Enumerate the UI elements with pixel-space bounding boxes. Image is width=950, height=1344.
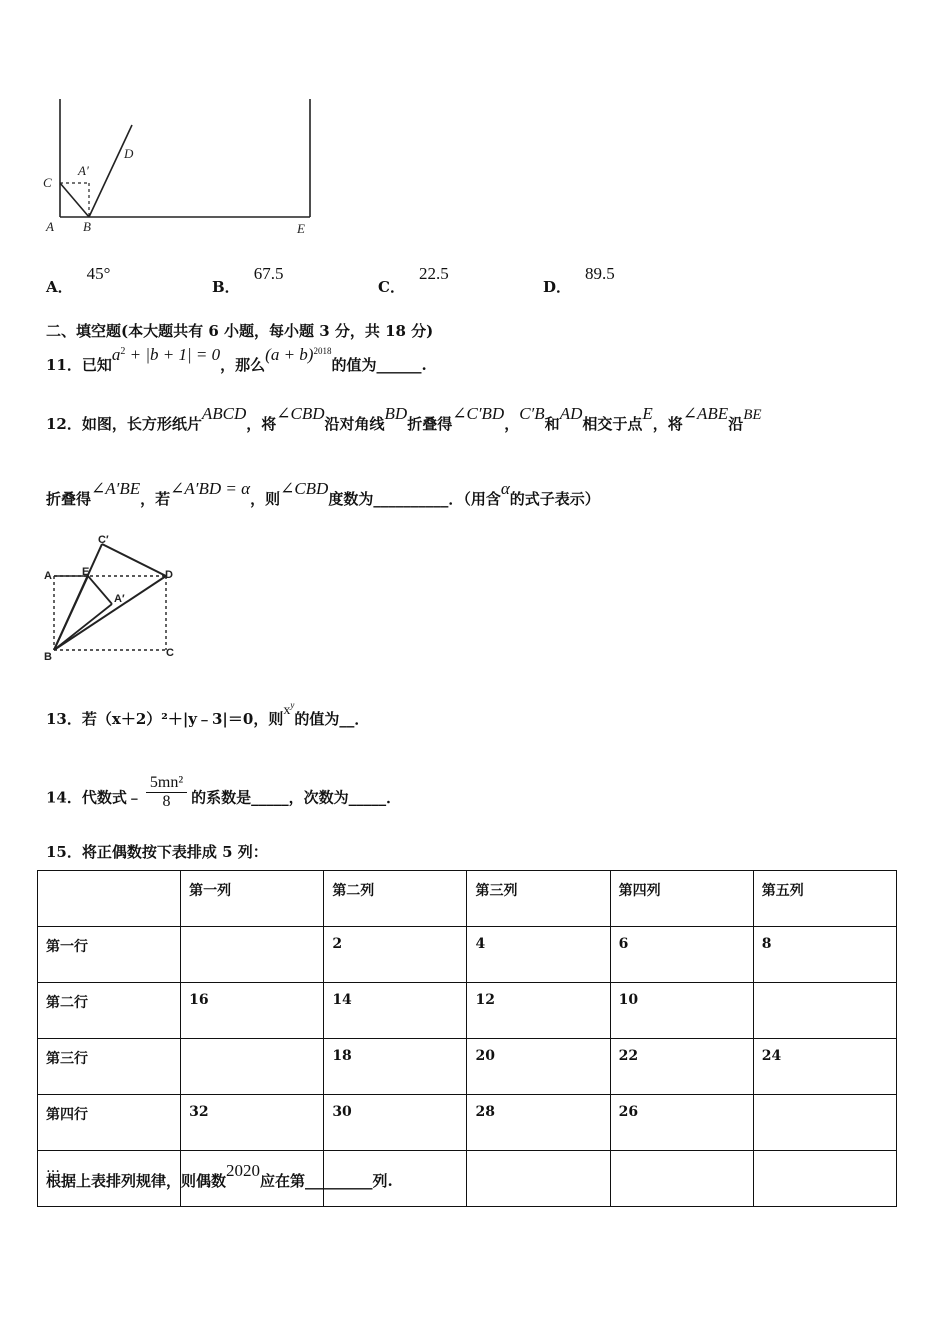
q14-denominator: 8 (162, 793, 171, 810)
table-row (38, 983, 897, 1039)
option-c[interactable] (378, 263, 449, 296)
question-12-line2 (46, 479, 600, 509)
table-cell: … (38, 1151, 181, 1207)
even-number-table (37, 870, 897, 1207)
question-11 (46, 345, 427, 375)
q13-text: 13．若（x＋2）²＋|y﹣3|＝0，则 (46, 710, 284, 728)
table-cell (181, 927, 324, 983)
table-cell (467, 1151, 610, 1207)
table-header-cell (38, 871, 181, 927)
q12-math: ∠C′BD (452, 404, 505, 423)
table-row (38, 927, 897, 983)
q15-end-prefix: 根据上表排列规律，则偶数 (46, 1172, 227, 1190)
option-b-value: 67.5 (253, 264, 284, 283)
q12-part: ，将 (652, 415, 683, 433)
option-c-value: 22.5 (418, 264, 449, 283)
q12-part: ， (504, 415, 520, 433)
q14-fraction (146, 774, 187, 811)
table-cell: 24 (753, 1039, 896, 1095)
q12-part: 折叠得 (407, 415, 453, 433)
q12-part: 的式子表示） (509, 490, 600, 508)
q12-part: 相交于点 (582, 415, 643, 433)
q11-eq2-exp: 2018 (313, 346, 332, 356)
option-d-label: D． (543, 278, 572, 296)
option-b[interactable] (212, 263, 284, 296)
fig2-label-e: E (82, 566, 90, 578)
q11-eq1-exp: 2 (120, 346, 126, 357)
q12-math: BE (743, 407, 762, 423)
q12-math: ∠CBD (276, 404, 325, 423)
table-cell: 第四行 (38, 1095, 181, 1151)
table-cell: 26 (610, 1095, 753, 1151)
fig2-label-a: A (44, 570, 52, 582)
q12-math: ∠A′BE (91, 479, 141, 498)
table-cell: 20 (467, 1039, 610, 1095)
q12-math: ∠CBD (280, 479, 329, 498)
fig2-label-d: D (165, 569, 173, 581)
q12-math: BD (384, 404, 408, 423)
option-d[interactable] (543, 263, 615, 296)
fig1-label-a-prime: A′ (78, 163, 89, 178)
q12-part: 沿对角线 (324, 415, 385, 433)
q12-part: 沿 (728, 415, 744, 433)
q11-prefix: 11．已知 (46, 356, 112, 374)
table-cell (753, 983, 896, 1039)
table-cell: 6 (610, 927, 753, 983)
q12-math: E (642, 404, 653, 423)
q12-math: ∠A′BD = α (170, 479, 251, 498)
figure-fold-rectangle (40, 95, 320, 245)
q12-part: ，若 (140, 490, 171, 508)
q12-math: C′B (519, 404, 545, 423)
q15-end-number: 2020 (226, 1161, 261, 1180)
table-cell (181, 1039, 324, 1095)
question-14 (46, 774, 402, 817)
option-c-label: C． (378, 278, 405, 296)
q14-prefix: 14．代数式﹣ (46, 788, 142, 807)
table-cell: 14 (324, 983, 467, 1039)
option-a[interactable] (46, 263, 111, 296)
q12-part: ，则 (250, 490, 281, 508)
fig1-label-e: E (297, 221, 305, 236)
table-cell: 8 (753, 927, 896, 983)
q11-eq1-rest: + |b + 1| = 0 (125, 345, 221, 364)
q12-math: α (500, 479, 510, 498)
option-a-label: A． (46, 278, 73, 296)
table-cell: 10 (610, 983, 753, 1039)
q12-part: 12．如图，长方形纸片 (46, 415, 202, 433)
table-header-cell: 第三列 (467, 871, 610, 927)
table-header-cell: 第二列 (324, 871, 467, 927)
figure-fold-abcd (40, 532, 200, 667)
fig1-label-a: A (46, 219, 54, 234)
fig2-label-c-prime: C′ (98, 534, 109, 546)
q13-expr-exp: y (290, 700, 295, 710)
q12-part: 折叠得 (46, 490, 92, 508)
question-15-conclusion (46, 1161, 393, 1191)
fig1-label-d: D (124, 146, 134, 161)
fig1-label-b: B (83, 219, 91, 234)
fig2-label-c: C (166, 647, 174, 659)
q11-eq2: (a + b) (265, 345, 314, 364)
q12-math: AD (559, 404, 583, 423)
q12-part: 度数为__________．（用含 (328, 490, 501, 508)
table-header-cell: 第五列 (753, 871, 896, 927)
question-12-line1 (46, 404, 762, 434)
table-cell: 第二行 (38, 983, 181, 1039)
q13-suffix: 的值为__． (294, 710, 370, 728)
q13-expr: x (283, 703, 291, 718)
option-a-value: 45° (86, 264, 111, 283)
table-cell: 2 (324, 927, 467, 983)
fig1-label-c: C (43, 175, 52, 190)
table-cell: 第三行 (38, 1039, 181, 1095)
table-cell: 22 (610, 1039, 753, 1095)
table-cell: 16 (181, 983, 324, 1039)
table-cell (753, 1151, 896, 1207)
table-cell (610, 1151, 753, 1207)
table-cell: 12 (467, 983, 610, 1039)
question-15-intro: 15．将正偶数按下表排成 5 列： (46, 843, 268, 861)
table-cell (753, 1095, 896, 1151)
table-cell: 4 (467, 927, 610, 983)
q11-mid: ，那么 (220, 356, 266, 374)
question-13 (46, 700, 370, 729)
table-header-row (38, 871, 897, 927)
q12-part: ，将 (246, 415, 277, 433)
table-cell: 第一行 (38, 927, 181, 983)
table-row (38, 1039, 897, 1095)
table-cell: 28 (467, 1095, 610, 1151)
q12-math: ∠ABE (682, 404, 729, 423)
q12-math: ABCD (201, 404, 247, 423)
q14-suffix: 的系数是_____，次数为_____． (191, 788, 402, 807)
table-row (38, 1095, 897, 1151)
table-header-cell: 第四列 (610, 871, 753, 927)
table-cell: 18 (324, 1039, 467, 1095)
fig2-label-a-prime: A′ (114, 593, 125, 605)
q12-part: 和 (544, 415, 560, 433)
q11-eq1-a: a (111, 345, 121, 364)
q15-end-suffix: 应在第_________列. (260, 1172, 393, 1190)
q14-numerator: 5mn² (146, 774, 187, 793)
table-cell: 30 (324, 1095, 467, 1151)
option-d-value: 89.5 (585, 264, 615, 283)
option-b-label: B． (212, 278, 240, 296)
table-cell: 32 (181, 1095, 324, 1151)
table-header-cell: 第一列 (181, 871, 324, 927)
q11-suffix: 的值为______. (331, 356, 427, 374)
section-title: 二、填空题(本大题共有 6 小题，每小题 3 分，共 18 分) (46, 322, 434, 340)
fig2-label-b: B (44, 651, 52, 663)
